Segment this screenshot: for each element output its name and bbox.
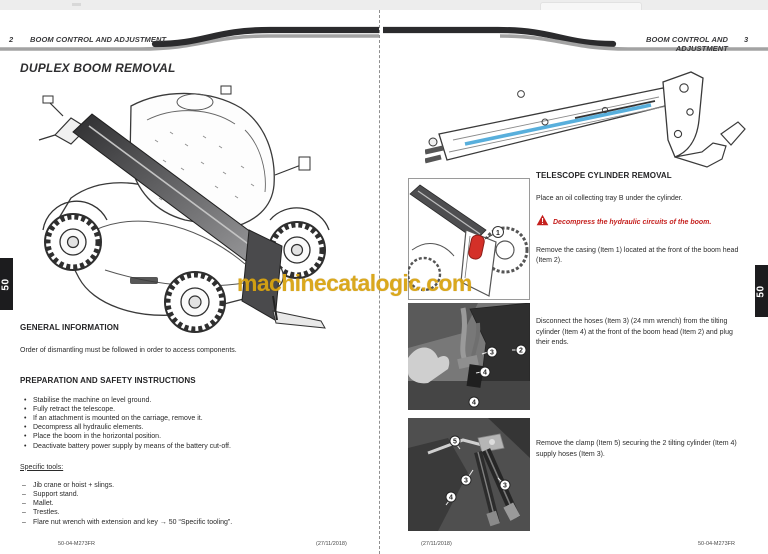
right-footer-date: (27/11/2018) xyxy=(421,541,452,547)
specific-tools-heading: Specific tools: xyxy=(20,463,64,471)
boom-diagram xyxy=(425,60,765,175)
safety-item: • Stabilise the machine on level ground. xyxy=(20,396,364,405)
left-header-title: BOOM CONTROL AND ADJUSTMENT xyxy=(30,35,167,44)
watermark: machinecatalogic.com xyxy=(237,270,472,296)
right-footer-ref: 50-04-M273FR xyxy=(698,541,735,547)
callout-hose-b: 3 xyxy=(503,482,507,490)
section-tab-right xyxy=(755,265,768,317)
left-footer-date: (27/11/2018) xyxy=(316,541,347,547)
section-tab-left xyxy=(0,258,13,310)
tool-item: – Mallet. xyxy=(20,499,364,508)
safety-item: • Deactivate battery power supply by means of the battery cut-off. xyxy=(20,442,364,451)
oil-tray-text: Place an oil collecting tray B under the cylinder. xyxy=(536,195,683,202)
preparation-heading: PREPARATION AND SAFETY INSTRUCTIONS xyxy=(20,375,196,385)
tool-item: – Jib crane or hoist + slings. xyxy=(20,481,364,490)
callout-cylinder2: 4 xyxy=(449,494,453,502)
warning-text: Decompress the hydraulic circuits of the boom. xyxy=(553,218,712,226)
right-header-title: BOOM CONTROL AND ADJUSTMENT xyxy=(645,35,728,53)
tools-list xyxy=(20,481,364,527)
safety-item: • Decompress all hydraulic elements. xyxy=(20,423,364,432)
viewer-tab[interactable] xyxy=(540,2,642,10)
callout-clamp: 5 xyxy=(453,438,457,446)
warning-icon xyxy=(536,214,549,226)
safety-item: • If an attachment is mounted on the carriage, remove it. xyxy=(20,414,364,423)
safety-item: • Fully retract the telescope. xyxy=(20,405,364,414)
page-title: DUPLEX BOOM REMOVAL xyxy=(20,60,176,75)
page-spread xyxy=(0,10,768,554)
callout-boom-head: 2 xyxy=(519,347,523,355)
general-info-text: Order of dismantling must be followed in order to access components. xyxy=(20,347,237,354)
callout-1: 1 xyxy=(496,230,500,237)
general-info-heading: GENERAL INFORMATION xyxy=(20,323,119,332)
figure-hoses-photo xyxy=(408,303,530,410)
left-page-number: 2 xyxy=(9,35,14,44)
remove-clamp-text: Remove the clamp (Item 5) securing the 2 tilting cylinder (Item 4) supply hoses (Item 3). xyxy=(536,440,737,458)
telescope-removal-heading: TELESCOPE CYLINDER REMOVAL xyxy=(536,171,672,180)
section-tab-right-label: 50 xyxy=(756,284,767,298)
safety-list xyxy=(20,396,364,451)
right-page-number: 3 xyxy=(744,35,749,44)
callout-hoses: 3 xyxy=(490,349,494,357)
tool-item: – Trestles. xyxy=(20,508,364,517)
svg-text:!: ! xyxy=(541,216,544,226)
callout-bottom: 4 xyxy=(472,399,476,407)
callout-cylinder: 4 xyxy=(483,369,487,377)
safety-item: • Place the boom in the horizontal position. xyxy=(20,432,364,441)
warning-block xyxy=(536,214,744,227)
disconnect-hoses-text: Disconnect the hoses (Item 3) (24 mm wrench) from the tilting cylinder (Item 4) at the front of the boom head (Item 2) and plug their ends. xyxy=(536,318,733,346)
remove-casing-text: Remove the casing (Item 1) located at the front of the boom head (Item 2). xyxy=(536,246,739,264)
callout-hose-a: 3 xyxy=(464,477,468,485)
tool-item: – Flare nut wrench with extension and key → 50 “Specific tooling”. xyxy=(20,518,364,527)
right-page-body xyxy=(536,171,744,267)
left-footer-ref: 50-04-M273FR xyxy=(58,541,95,547)
section-tab-left-label: 50 xyxy=(1,277,12,291)
figure-clamp-photo xyxy=(408,418,530,531)
viewer-mark xyxy=(72,3,81,6)
tool-item: – Support stand. xyxy=(20,490,364,499)
left-page-body xyxy=(20,323,364,527)
